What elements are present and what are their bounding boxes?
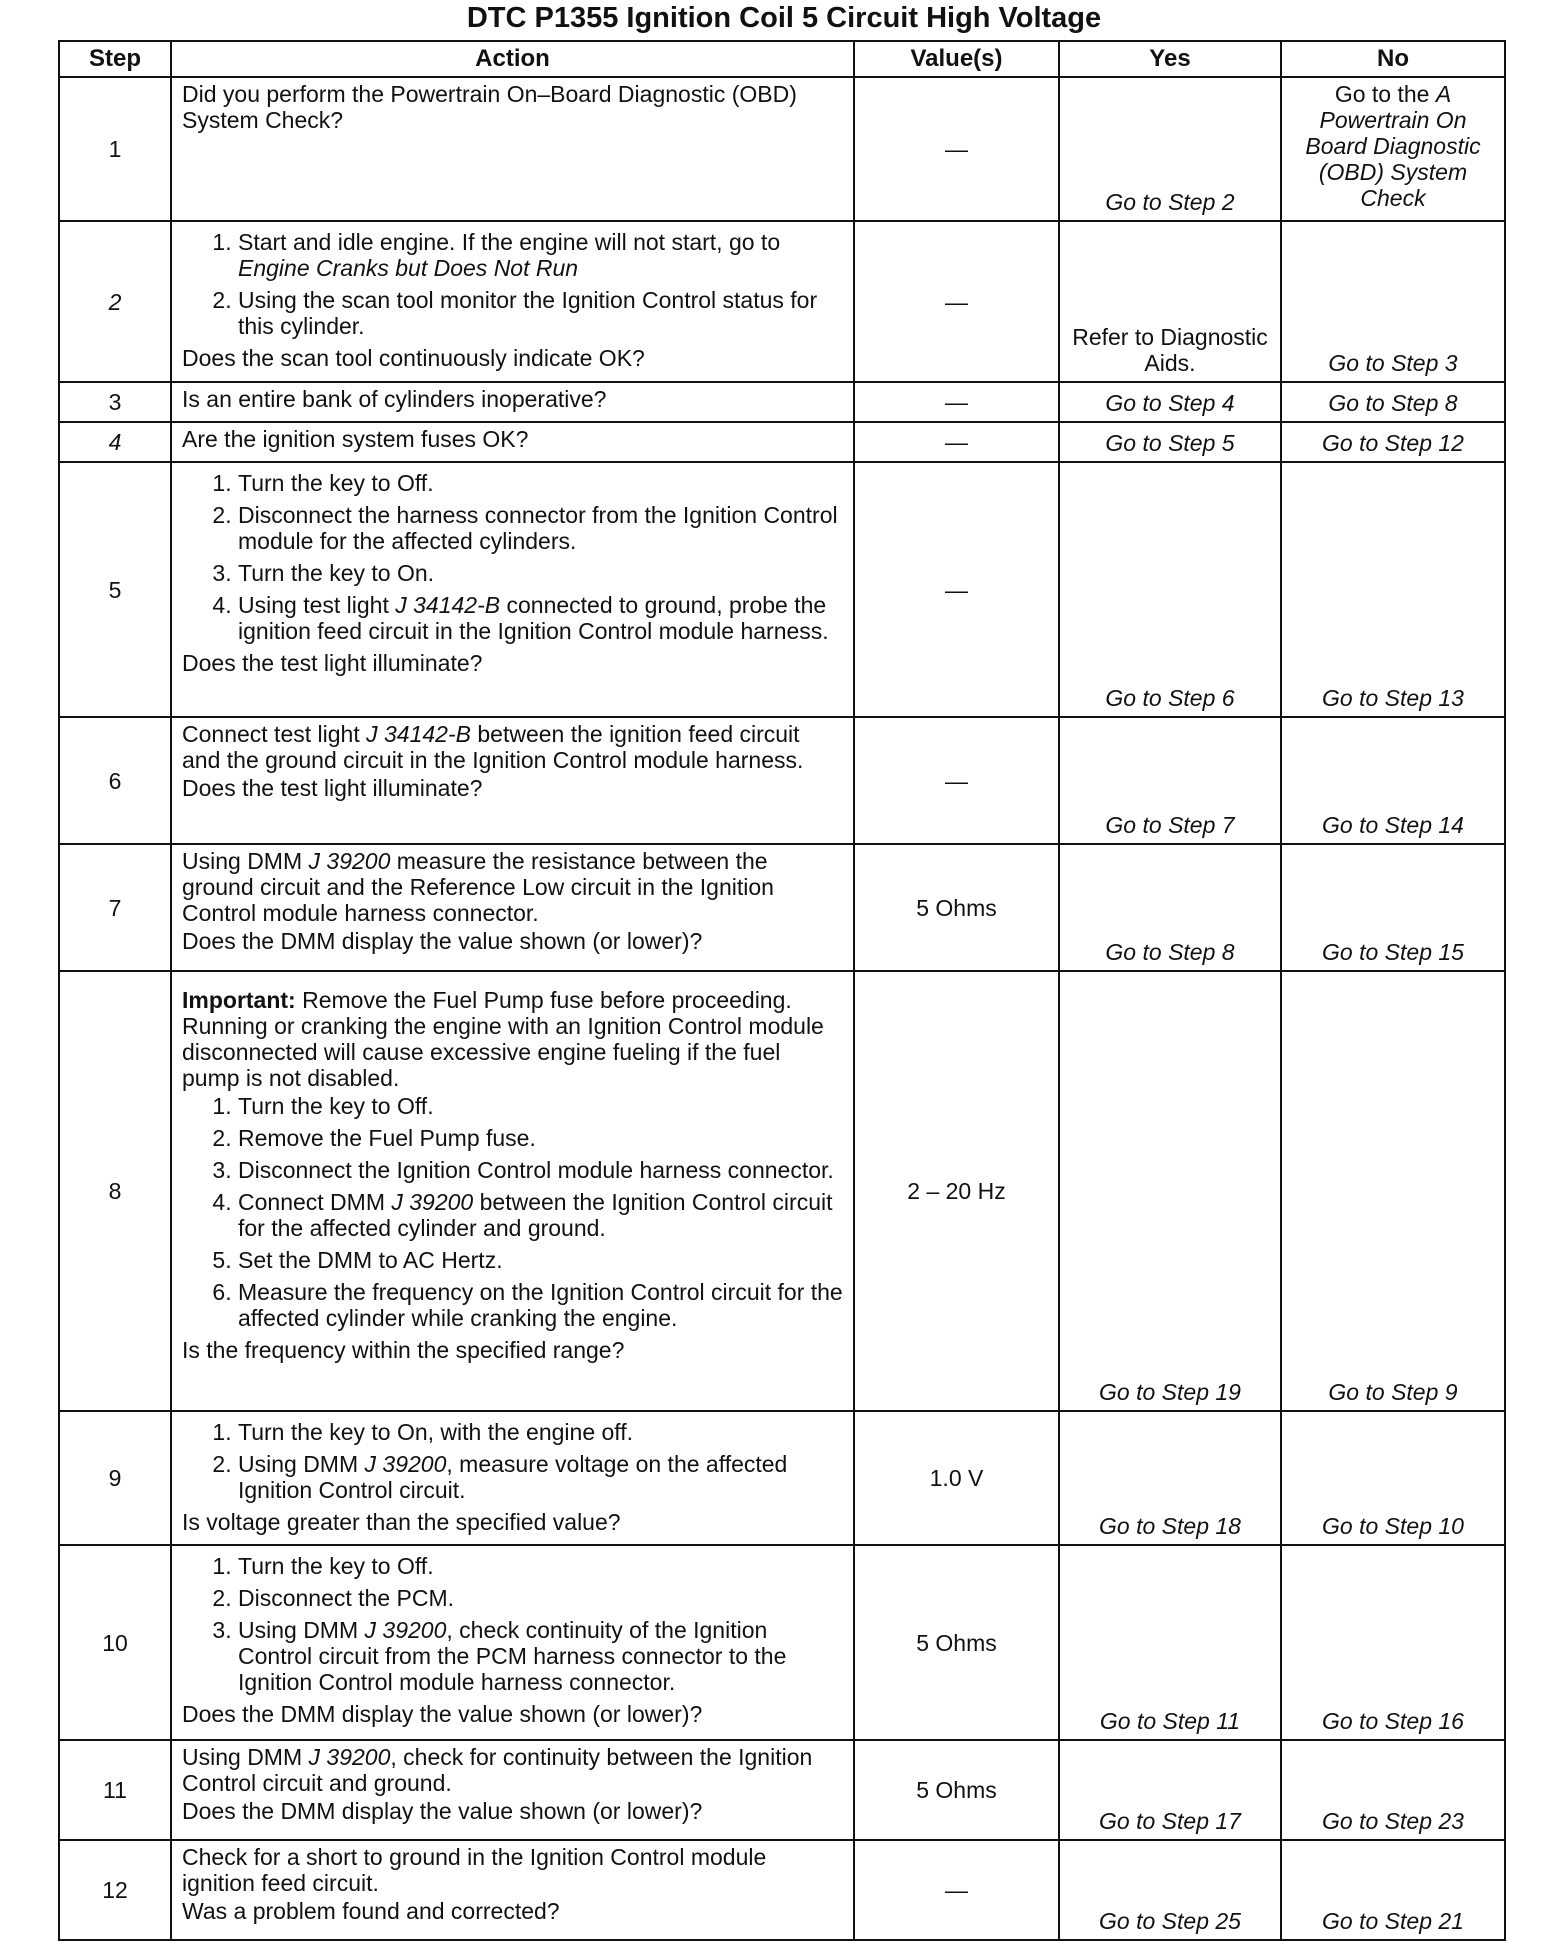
- action-text: Connect test light J 34142-B between the ignition feed circuit and the ground circuit in the Ignition Control module harness.: [182, 721, 804, 773]
- tool-reference: J 34142-B: [366, 721, 471, 747]
- table-row: [59, 971, 1505, 1411]
- instruction-item: 2. Disconnect the PCM.: [238, 1585, 843, 1611]
- table-row: [59, 1545, 1505, 1740]
- yes-cell: Go to Step 19: [1059, 971, 1281, 1411]
- yes-cell: Go to Step 2: [1059, 77, 1281, 221]
- yes-cell: Go to Step 4: [1059, 382, 1281, 422]
- instruction-item: 1. Start and idle engine. If the engine will not start, go to Engine Cranks but Does Not Run: [238, 229, 843, 281]
- header-yes: Yes: [1059, 41, 1281, 77]
- value-cell: —: [854, 717, 1059, 844]
- action-cell: [171, 77, 854, 221]
- instruction-item: 4. Using test light J 34142-B connected to ground, probe the ignition feed circuit in the Ignition Control module harness.: [238, 592, 843, 644]
- yes-cell: Go to Step 8: [1059, 844, 1281, 971]
- instruction-item: 6. Measure the frequency on the Ignition Control circuit for the affected cylinder while cranking the engine.: [238, 1279, 843, 1331]
- tool-reference: J 39200: [364, 1617, 447, 1643]
- instruction-item: 2. Remove the Fuel Pump fuse.: [238, 1125, 843, 1151]
- no-cell: Go to Step 15: [1281, 844, 1505, 971]
- question-text: Is an entire bank of cylinders inoperative?: [182, 386, 607, 412]
- no-cell: Go to Step 3: [1281, 221, 1505, 382]
- action-cell: [171, 462, 854, 717]
- no-cell: Go to Step 12: [1281, 422, 1505, 462]
- step-number: 12: [59, 1840, 171, 1940]
- important-label: Important:: [182, 987, 296, 1013]
- instruction-item: 1. Turn the key to On, with the engine off.: [238, 1419, 843, 1445]
- tool-reference: J 39200: [308, 1744, 391, 1770]
- action-cell: [171, 1840, 854, 1940]
- tool-reference: J 34142-B: [395, 592, 501, 618]
- action-cell: [171, 971, 854, 1411]
- value-cell: —: [854, 1840, 1059, 1940]
- step-number: 5: [59, 462, 171, 717]
- instruction-item: 1. Turn the key to Off.: [238, 1553, 843, 1579]
- instruction-item: 2. Using DMM J 39200, measure voltage on the affected Ignition Control circuit.: [238, 1451, 843, 1503]
- question-text: Does the scan tool continuously indicate OK?: [182, 345, 645, 371]
- instruction-list: [182, 229, 843, 339]
- table-row: [59, 717, 1505, 844]
- header-values: Value(s): [854, 41, 1059, 77]
- action-cell: [171, 1411, 854, 1545]
- page-title: DTC P1355 Ignition Coil 5 Circuit High Voltage: [466, 2, 1102, 34]
- no-cell: [1281, 77, 1505, 221]
- table-row: [59, 1411, 1505, 1545]
- table-row: [59, 221, 1505, 382]
- value-cell: 5 Ohms: [854, 844, 1059, 971]
- table-row: [59, 382, 1505, 422]
- yes-cell: Go to Step 7: [1059, 717, 1281, 844]
- value-cell: —: [854, 462, 1059, 717]
- no-prefix: Go to the: [1334, 81, 1436, 107]
- action-text: Check for a short to ground in the Ignition Control module ignition feed circuit.: [182, 1844, 767, 1896]
- step-number: 7: [59, 844, 171, 971]
- table-row: [59, 422, 1505, 462]
- action-cell: [171, 382, 854, 422]
- step-number: 10: [59, 1545, 171, 1740]
- value-cell: 2 – 20 Hz: [854, 971, 1059, 1411]
- table-row: [59, 462, 1505, 717]
- no-cell: Go to Step 23: [1281, 1740, 1505, 1840]
- table-row: [59, 77, 1505, 221]
- instruction-item: 1. Turn the key to Off.: [238, 1093, 843, 1119]
- yes-cell: Go to Step 17: [1059, 1740, 1281, 1840]
- yes-cell: Refer to Diagnostic Aids.: [1059, 221, 1281, 382]
- value-cell: 5 Ohms: [854, 1740, 1059, 1840]
- question-text: Does the test light illuminate?: [182, 650, 483, 676]
- table-row: [59, 844, 1505, 971]
- diagnostic-table: [58, 40, 1506, 1941]
- action-cell: [171, 221, 854, 382]
- action-cell: [171, 1740, 854, 1840]
- important-note: Important: Remove the Fuel Pump fuse before proceeding. Running or cranking the engine with an Ignition Control module disconnected will cause excessive engine fueling if the fuel pump is not disabled.: [182, 987, 824, 1091]
- action-cell: [171, 844, 854, 971]
- instruction-list: [182, 1093, 843, 1331]
- instruction-item: 3. Turn the key to On.: [238, 560, 843, 586]
- value-cell: —: [854, 422, 1059, 462]
- question-text: Does the DMM display the value shown (or lower)?: [182, 1798, 703, 1824]
- reference-link: Engine Cranks but Does Not Run: [238, 255, 579, 281]
- value-cell: —: [854, 77, 1059, 221]
- value-cell: 5 Ohms: [854, 1545, 1059, 1740]
- action-cell: [171, 1545, 854, 1740]
- instruction-item: 2. Using the scan tool monitor the Ignition Control status for this cylinder.: [238, 287, 843, 339]
- table-header-row: [59, 41, 1505, 77]
- step-number: 1: [59, 77, 171, 221]
- header-action: Action: [171, 41, 854, 77]
- step-number: 6: [59, 717, 171, 844]
- instruction-item: 4. Connect DMM J 39200 between the Ignition Control circuit for the affected cylinder and ground.: [238, 1189, 843, 1241]
- tool-reference: J 39200: [364, 1451, 447, 1477]
- no-cell: Go to Step 21: [1281, 1840, 1505, 1940]
- tool-reference: J 39200: [308, 848, 391, 874]
- question-text: Was a problem found and corrected?: [182, 1898, 560, 1924]
- step-number: 3: [59, 382, 171, 422]
- yes-cell: Go to Step 5: [1059, 422, 1281, 462]
- step-number: 4: [59, 422, 171, 462]
- no-cell: Go to Step 9: [1281, 971, 1505, 1411]
- question-text: Is voltage greater than the specified value?: [182, 1509, 621, 1535]
- yes-cell: Go to Step 11: [1059, 1545, 1281, 1740]
- action-text: Did you perform the Powertrain On–Board Diagnostic (OBD) System Check?: [182, 81, 797, 133]
- action-text: Using DMM J 39200 measure the resistance between the ground circuit and the Reference Low circuit in the Ignition Control module harness connector.: [182, 848, 774, 926]
- question-text: Is the frequency within the specified range?: [182, 1337, 625, 1363]
- question-text: Does the DMM display the value shown (or lower)?: [182, 928, 703, 954]
- action-text: Using DMM J 39200, check for continuity between the Ignition Control circuit and ground.: [182, 1744, 813, 1796]
- value-cell: 1.0 V: [854, 1411, 1059, 1545]
- tool-reference: J 39200: [391, 1189, 474, 1215]
- header-step: Step: [59, 41, 171, 77]
- instruction-item: 3. Using DMM J 39200, check continuity of the Ignition Control circuit from the PCM harness connector to the Ignition Control module harness connector.: [238, 1617, 843, 1695]
- instruction-item: 1. Turn the key to Off.: [238, 470, 843, 496]
- table-row: [59, 1840, 1505, 1940]
- no-cell: Go to Step 13: [1281, 462, 1505, 717]
- yes-cell: Go to Step 6: [1059, 462, 1281, 717]
- question-text: Are the ignition system fuses OK?: [182, 426, 529, 452]
- instruction-item: 5. Set the DMM to AC Hertz.: [238, 1247, 843, 1273]
- question-text: Does the test light illuminate?: [182, 775, 483, 801]
- step-number: 2: [59, 221, 171, 382]
- instruction-item: 2. Disconnect the harness connector from the Ignition Control module for the affected cylinders.: [238, 502, 843, 554]
- no-cell: Go to Step 14: [1281, 717, 1505, 844]
- no-cell: Go to Step 10: [1281, 1411, 1505, 1545]
- value-cell: —: [854, 382, 1059, 422]
- header-no: No: [1281, 41, 1505, 77]
- value-cell: —: [854, 221, 1059, 382]
- instruction-list: [182, 470, 843, 644]
- action-cell: [171, 717, 854, 844]
- question-text: Does the DMM display the value shown (or lower)?: [182, 1701, 703, 1727]
- table-row: [59, 1740, 1505, 1840]
- step-number: 8: [59, 971, 171, 1411]
- step-number: 9: [59, 1411, 171, 1545]
- no-cell: Go to Step 8: [1281, 382, 1505, 422]
- instruction-list: [182, 1553, 843, 1695]
- instruction-list: [182, 1419, 843, 1503]
- action-cell: [171, 422, 854, 462]
- no-reference: A Powertrain On Board Diagnostic (OBD) System Check: [1305, 81, 1481, 211]
- yes-cell: Go to Step 18: [1059, 1411, 1281, 1545]
- no-cell: Go to Step 16: [1281, 1545, 1505, 1740]
- step-number: 11: [59, 1740, 171, 1840]
- instruction-item: 3. Disconnect the Ignition Control module harness connector.: [238, 1157, 843, 1183]
- yes-cell: Go to Step 25: [1059, 1840, 1281, 1940]
